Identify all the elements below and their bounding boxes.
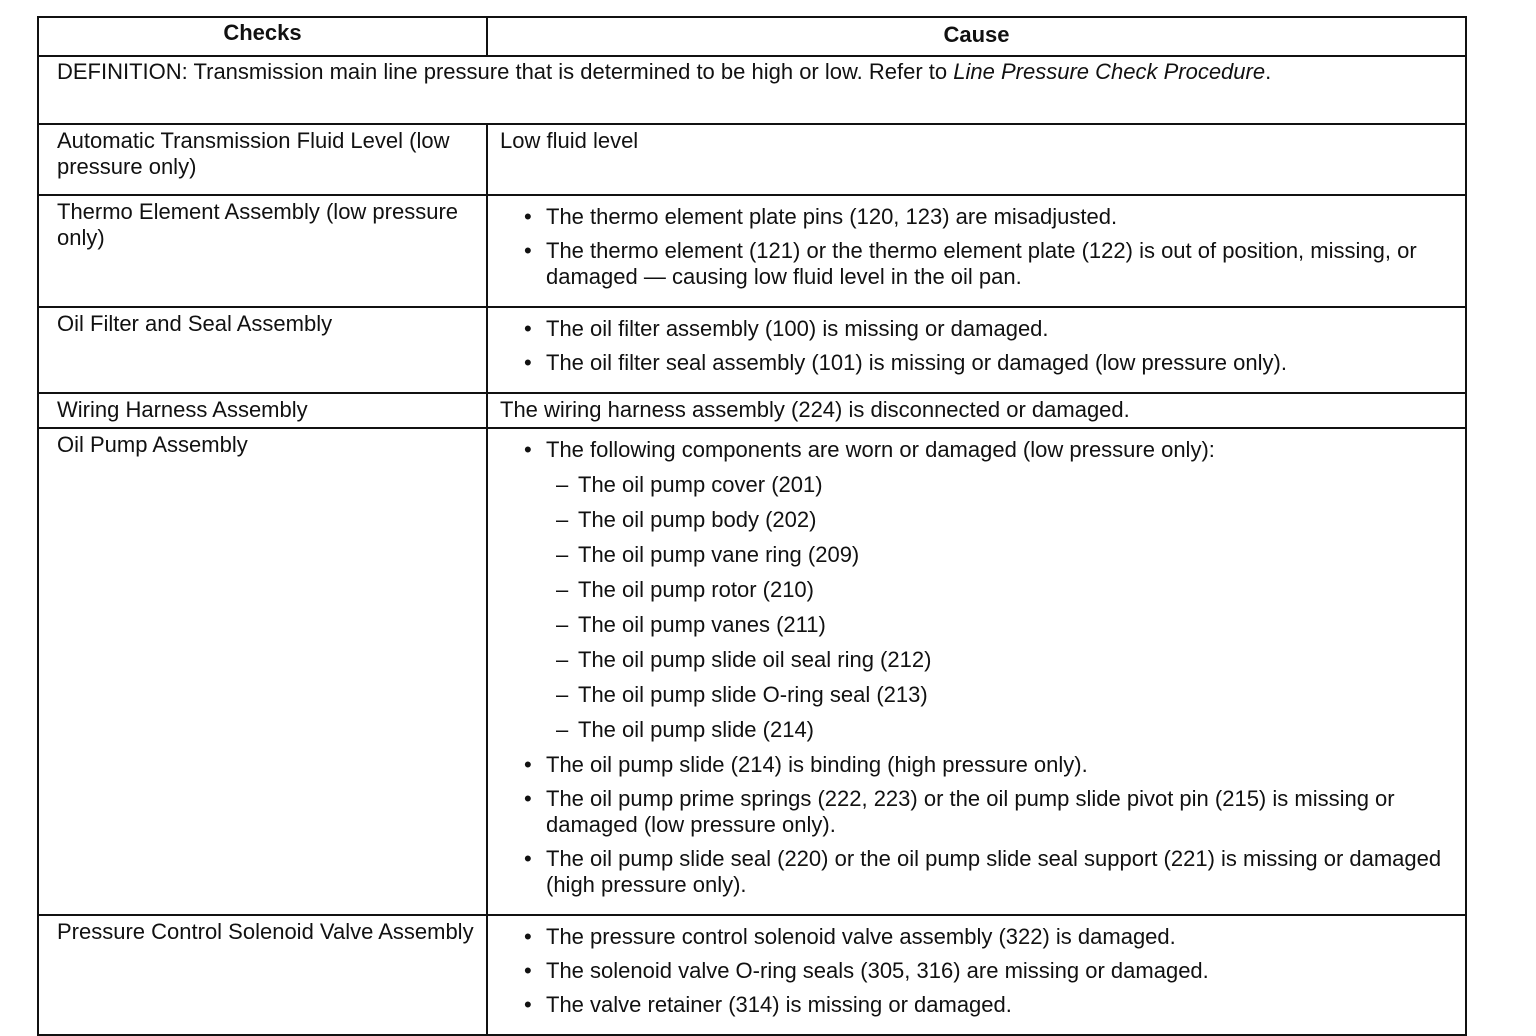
check-cell: Oil Filter and Seal Assembly [38,307,487,393]
definition-text: DEFINITION: Transmission main line pressure that is determined to be high or low. Refer to [57,59,954,84]
diagnostic-page [37,16,1465,1036]
cause-list [500,316,1455,376]
definition-cell [38,56,1466,124]
cause-bullet: • The thermo element (121) or the thermo element plate (122) is out of position, missing, or damaged — causing low fluid level in the oil pan. [500,238,1455,290]
header-row [38,17,1466,56]
cause-bullet: • The oil pump slide seal (220) or the oil pump slide seal support (221) is missing or damaged (high pressure only). [500,846,1455,898]
cause-header: Cause [487,17,1466,56]
cause-bullet: • The pressure control solenoid valve assembly (322) is damaged. [500,924,1455,950]
cause-list [500,437,1455,898]
table-row [38,393,1466,428]
cause-list [500,924,1455,1018]
cause-cell [487,195,1466,307]
table-row [38,307,1466,393]
cause-bullet: • The oil pump slide (214) is binding (high pressure only). [500,752,1455,778]
cause-bullet: • The oil pump prime springs (222, 223) or the oil pump slide pivot pin (215) is missing or damaged (low pressure only). [500,786,1455,838]
check-cell: Thermo Element Assembly (low pressure only) [38,195,487,307]
component-item: – The oil pump vanes (211) [546,612,1455,638]
check-cell: Oil Pump Assembly [38,428,487,915]
cause-cell [487,307,1466,393]
component-item: – The oil pump cover (201) [546,472,1455,498]
cause-bullet: • The thermo element plate pins (120, 123) are misadjusted. [500,204,1455,230]
component-list [546,472,1455,743]
check-cell: Pressure Control Solenoid Valve Assembly [38,915,487,1035]
cause-bullet: • The solenoid valve O-ring seals (305, 316) are missing or damaged. [500,958,1455,984]
definition-reference: Line Pressure Check Procedure [953,59,1266,84]
cause-list [500,204,1455,290]
component-item: – The oil pump vane ring (209) [546,542,1455,568]
cause-cell [487,915,1466,1035]
table-row [38,195,1466,307]
checks-header: Checks [38,17,487,56]
cause-cell [487,428,1466,915]
definition-tail: . [1265,59,1272,84]
table-row [38,124,1466,195]
definition-row [38,56,1466,124]
component-item: – The oil pump slide (214) [546,717,1455,743]
cause-bullet: • The valve retainer (314) is missing or damaged. [500,992,1455,1018]
cause-cell: Low fluid level [487,124,1466,195]
cause-bullet [500,437,1455,743]
component-item: – The oil pump body (202) [546,507,1455,533]
component-item: – The oil pump slide O-ring seal (213) [546,682,1455,708]
cause-cell: The wiring harness assembly (224) is disconnected or damaged. [487,393,1466,428]
cause-bullet: • The oil filter assembly (100) is missing or damaged. [500,316,1455,342]
table-row [38,915,1466,1035]
check-cell: Wiring Harness Assembly [38,393,487,428]
check-cell: Automatic Transmission Fluid Level (low pressure only) [38,124,487,195]
component-item: – The oil pump rotor (210) [546,577,1455,603]
diagnostic-table [37,16,1467,1036]
cause-bullet-text: The following components are worn or damaged (low pressure only): [546,437,1215,462]
table-row [38,428,1466,915]
cause-bullet: • The oil filter seal assembly (101) is missing or damaged (low pressure only). [500,350,1455,376]
component-item: – The oil pump slide oil seal ring (212) [546,647,1455,673]
